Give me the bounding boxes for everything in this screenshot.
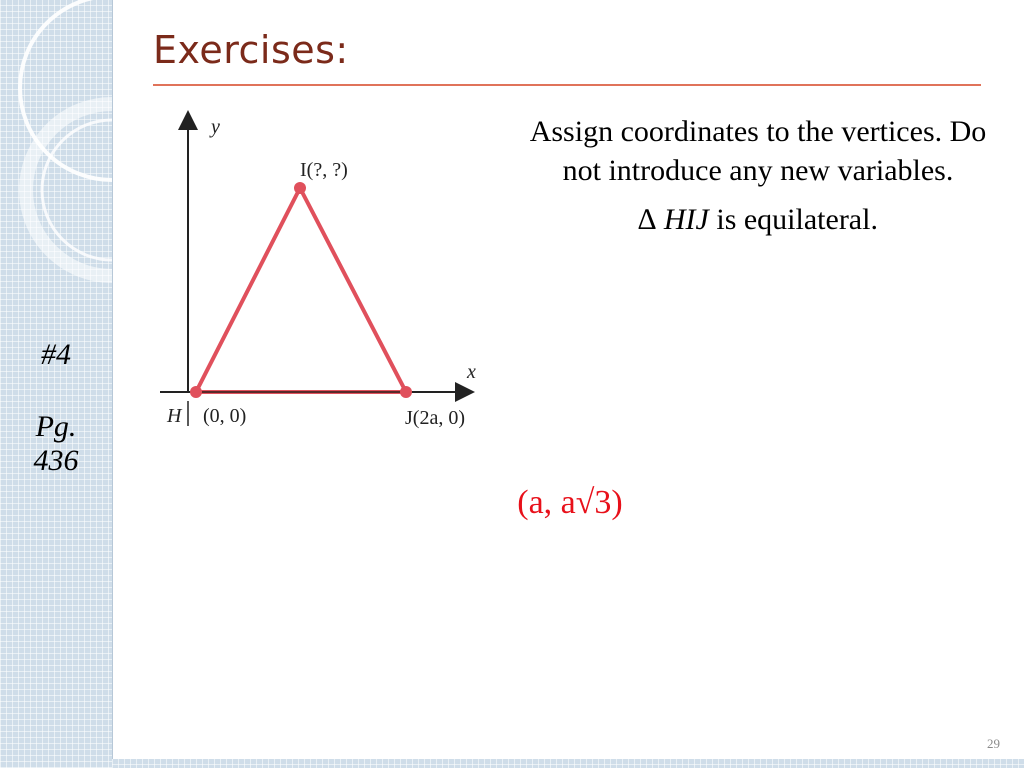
page-reference: [0, 410, 112, 478]
title-underline: [153, 84, 981, 86]
triangle-hij: [196, 188, 406, 392]
vertex-h-point: [190, 386, 202, 398]
answer-text: (a, a√3): [517, 484, 623, 521]
vertex-j-label: J(2a, 0): [405, 407, 465, 429]
condition-text: [528, 200, 988, 239]
triangle-name: HIJ: [663, 203, 709, 236]
vertex-j-point: [400, 386, 412, 398]
slide-title: Exercises:: [153, 28, 349, 72]
triangle-figure: [155, 108, 495, 438]
problem-number: #4: [41, 338, 71, 371]
page-number: 29: [987, 736, 1000, 751]
page-reference-line2: 436: [33, 444, 79, 477]
instruction-text-block: [528, 112, 988, 249]
bottom-pattern-strip: [112, 759, 1024, 768]
vertex-i-label: I(?, ?): [300, 159, 348, 181]
vertex-i-point: [294, 182, 306, 194]
instruction-text: Assign coordinates to the vertices. Do not introduce any new variables.: [529, 115, 987, 187]
condition-rest: is equilateral.: [708, 203, 878, 236]
x-axis-label: x: [467, 361, 476, 383]
vertex-h-name: H: [167, 405, 182, 427]
y-axis-label: y: [211, 116, 220, 138]
vertex-h-coords: (0, 0): [203, 405, 247, 427]
page-reference-line1: Pg.: [35, 410, 77, 443]
delta-symbol: ∆: [638, 203, 664, 236]
